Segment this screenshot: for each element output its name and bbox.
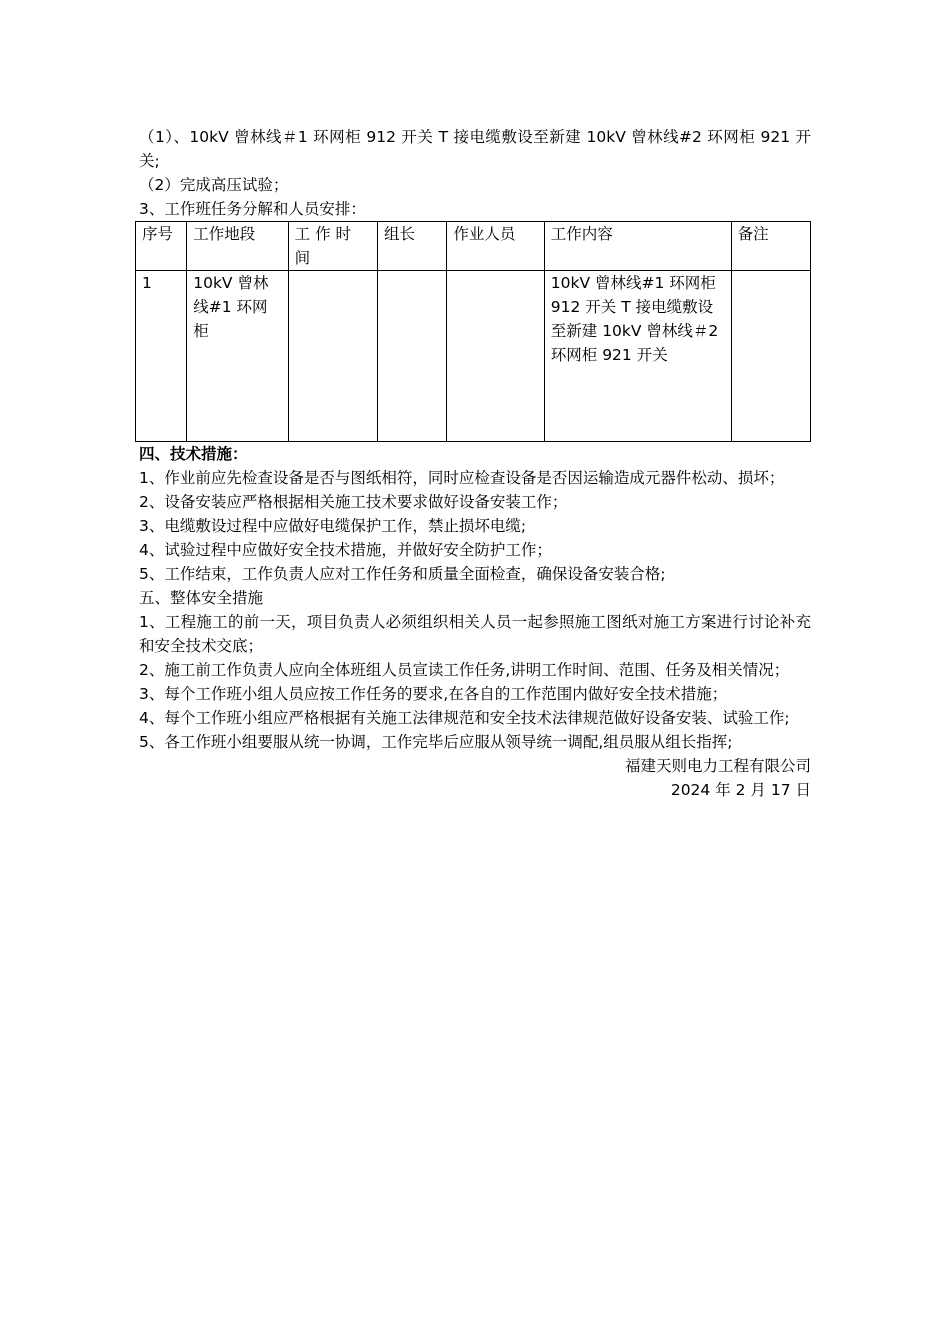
section5-item-2: 2、施工前工作负责人应向全体班组人员宣读工作任务,讲明工作时间、范围、任务及相关情况； [139,661,790,679]
section4-item-3: 3、电缆敷设过程中应做好电缆保护工作，禁止损坏电缆; [139,517,527,535]
section4-item-2: 2、设备安装应严格根据相关施工技术要求做好设备安装工作； [139,493,568,511]
section4-item-4: 4、试验过程中应做好安全技术措施，并做好安全防护工作； [139,541,552,559]
section5-item-3: 3、每个工作班小组人员应按工作任务的要求,在各自的工作范围内做好安全技术措施； [139,685,728,703]
section4-heading: 四、技术措施： [139,445,248,463]
section5-heading: 五、整体安全措施 [139,589,264,607]
cell-seq: 1 [136,271,187,442]
signature-company: 福建天则电力工程有限公司 [624,757,811,775]
section4-item-1: 1、作业前应先检查设备是否与图纸相符，同时应检查设备是否因运输造成元器件松动、损坏； [139,469,785,487]
document-body [139,125,811,802]
section5-item-5: 5、各工作班小组要服从统一协调，工作完毕后应服从领导统一调配,组员服从组长指挥; [139,733,733,751]
section4-item-5: 5、工作结束，工作负责人应对工作任务和质量全面检查，确保设备安装合格; [139,565,666,583]
cell-content: 10kV 曾林线#1 环网柜 912 开关 T 接电缆敷设至新建 10kV 曾林线＃2 环网柜 921 开关 [544,271,731,442]
header-cell-time: 工 作 时 间 [288,222,377,271]
signature-date: 2024 年 2 月 17 日 [670,781,811,799]
intro-line-2: （2）完成高压试验； [139,176,289,194]
task-assignment-table [135,221,811,442]
header-cell-location: 工作地段 [187,222,288,271]
header-cell-leader: 组长 [378,222,447,271]
table-header-row [136,222,811,271]
header-cell-seq: 序号 [136,222,187,271]
cell-location: 10kV 曾林线#1 环网柜 [187,271,288,442]
intro-line-1: （1）、10kV 曾林线＃1 环网柜 912 开关 T 接电缆敷设至新建 10kV 曾林线#2 环网柜 921 开关; [139,128,811,170]
section5-item-1: 1、工程施工的前一天，项目负责人必须组织相关人员一起参照施工图纸对施工方案进行讨论补充和安全技术交底； [139,613,811,655]
header-cell-content: 工作内容 [544,222,731,271]
cell-leader [378,271,447,442]
cell-workers [447,271,544,442]
header-cell-workers: 作业人员 [447,222,544,271]
section5-item-4: 4、每个工作班小组应严格根据有关施工法律规范和安全技术法律规范做好设备安装、试验工作; [139,709,790,727]
table-row [136,271,811,442]
intro-line-3: 3、工作班任务分解和人员安排： [139,200,366,218]
cell-remarks [731,271,810,442]
header-cell-remarks: 备注 [731,222,810,271]
cell-time [288,271,377,442]
